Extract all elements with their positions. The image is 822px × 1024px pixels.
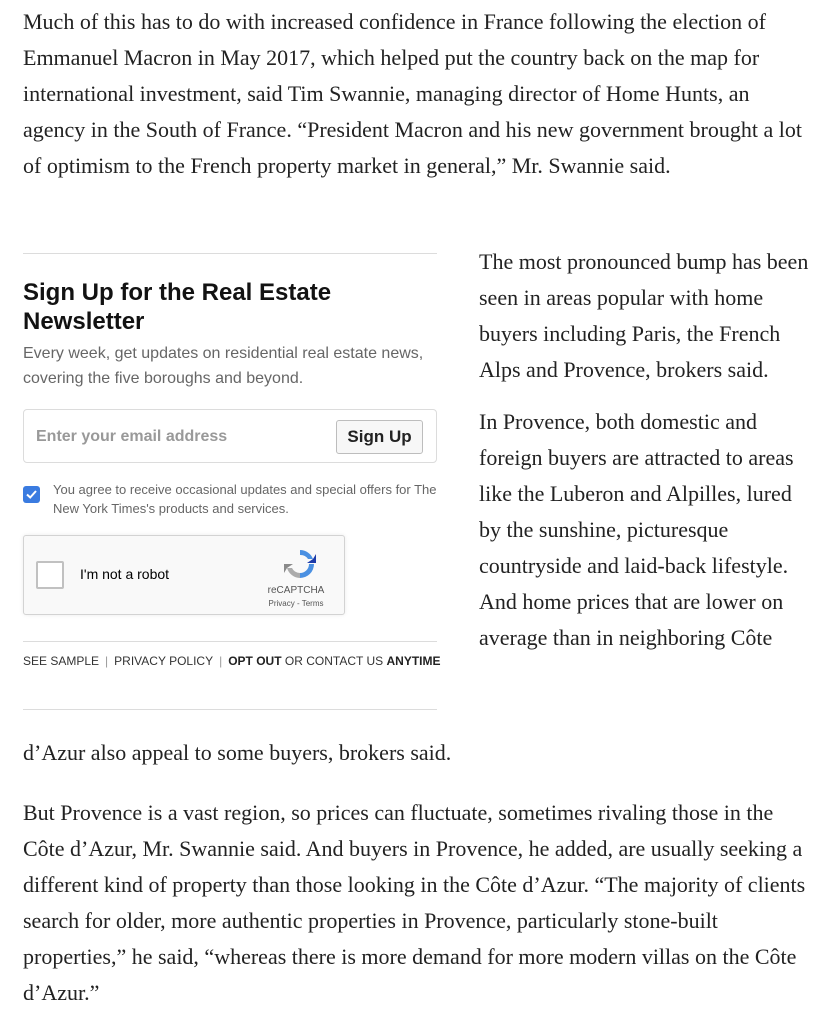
recaptcha-icon bbox=[282, 546, 318, 582]
recaptcha-brand: reCAPTCHA bbox=[267, 585, 325, 596]
article-paragraph-1: Much of this has to do with increased confidence in France following the election of Emmanuel Macron in May 2017, which helped put the country back on the map for international investment, said Tim Swannie, managing director of Home Hunts, an agency in the South of France. “President Macron and his new government brought a lot of optimism to the French property market in general,” Mr. Swannie said. bbox=[23, 9, 802, 178]
opt-out-link[interactable]: OPT OUT bbox=[228, 654, 282, 668]
article-paragraph-3-continued: d’Azur also appeal to some buyers, brokers said. bbox=[23, 740, 452, 765]
see-sample-link[interactable]: SEE SAMPLE bbox=[23, 654, 100, 668]
link-separator: | bbox=[219, 654, 223, 668]
newsletter-signup-box bbox=[23, 253, 441, 710]
newsletter-title: Sign Up for the Real Estate Newsletter bbox=[23, 279, 332, 335]
recaptcha-terms-link[interactable]: Privacy - Terms bbox=[268, 599, 324, 608]
anytime-text: ANYTIME bbox=[386, 654, 441, 668]
newsletter-description: Every week, get updates on residential real estate news, covering the five boroughs and beyond. bbox=[23, 345, 424, 387]
divider bbox=[23, 641, 437, 642]
article-paragraph-2: The most pronounced bump has been seen in areas popular with home buyers including Paris, the French Alps and Provence, brokers said. bbox=[479, 249, 809, 382]
recaptcha-widget bbox=[23, 535, 345, 615]
consent-text: You agree to receive occasional updates and special offers for The New York Times's products and services. bbox=[53, 482, 437, 516]
check-icon bbox=[25, 488, 38, 501]
newsletter-footer-links bbox=[23, 654, 441, 668]
email-signup-form bbox=[23, 409, 437, 463]
recaptcha-checkbox[interactable] bbox=[36, 561, 64, 589]
link-separator: | bbox=[105, 654, 109, 668]
privacy-policy-link[interactable]: PRIVACY POLICY bbox=[114, 654, 214, 668]
article-paragraph-3: In Provence, both domestic and foreign buyers are attracted to areas like the Luberon and Alpilles, lured by the sunshine, picturesque countryside and laid-back lifestyle. And home prices that are lower on average than in neighboring Côte bbox=[479, 409, 794, 650]
email-input[interactable] bbox=[34, 416, 338, 458]
recaptcha-label: I'm not a robot bbox=[80, 566, 170, 582]
or-text: OR bbox=[284, 654, 303, 668]
article-paragraph-4: But Provence is a vast region, so prices can fluctuate, sometimes rivaling those in the Côte d’Azur, Mr. Swannie said. And buyers in Provence, he added, are usually seeking a different kind of property than those looking in the Côte d’Azur. “The majority of clients search for older, more authentic properties in Provence, particularly stone-built properties,” he said, “whereas there is more demand for more modern villas on the Côte d’Azur.” bbox=[23, 800, 806, 1005]
contact-us-link[interactable]: CONTACT US bbox=[306, 654, 384, 668]
consent-checkbox[interactable] bbox=[23, 486, 40, 503]
sign-up-button[interactable]: Sign Up bbox=[336, 420, 423, 454]
article-side-column bbox=[479, 244, 815, 672]
